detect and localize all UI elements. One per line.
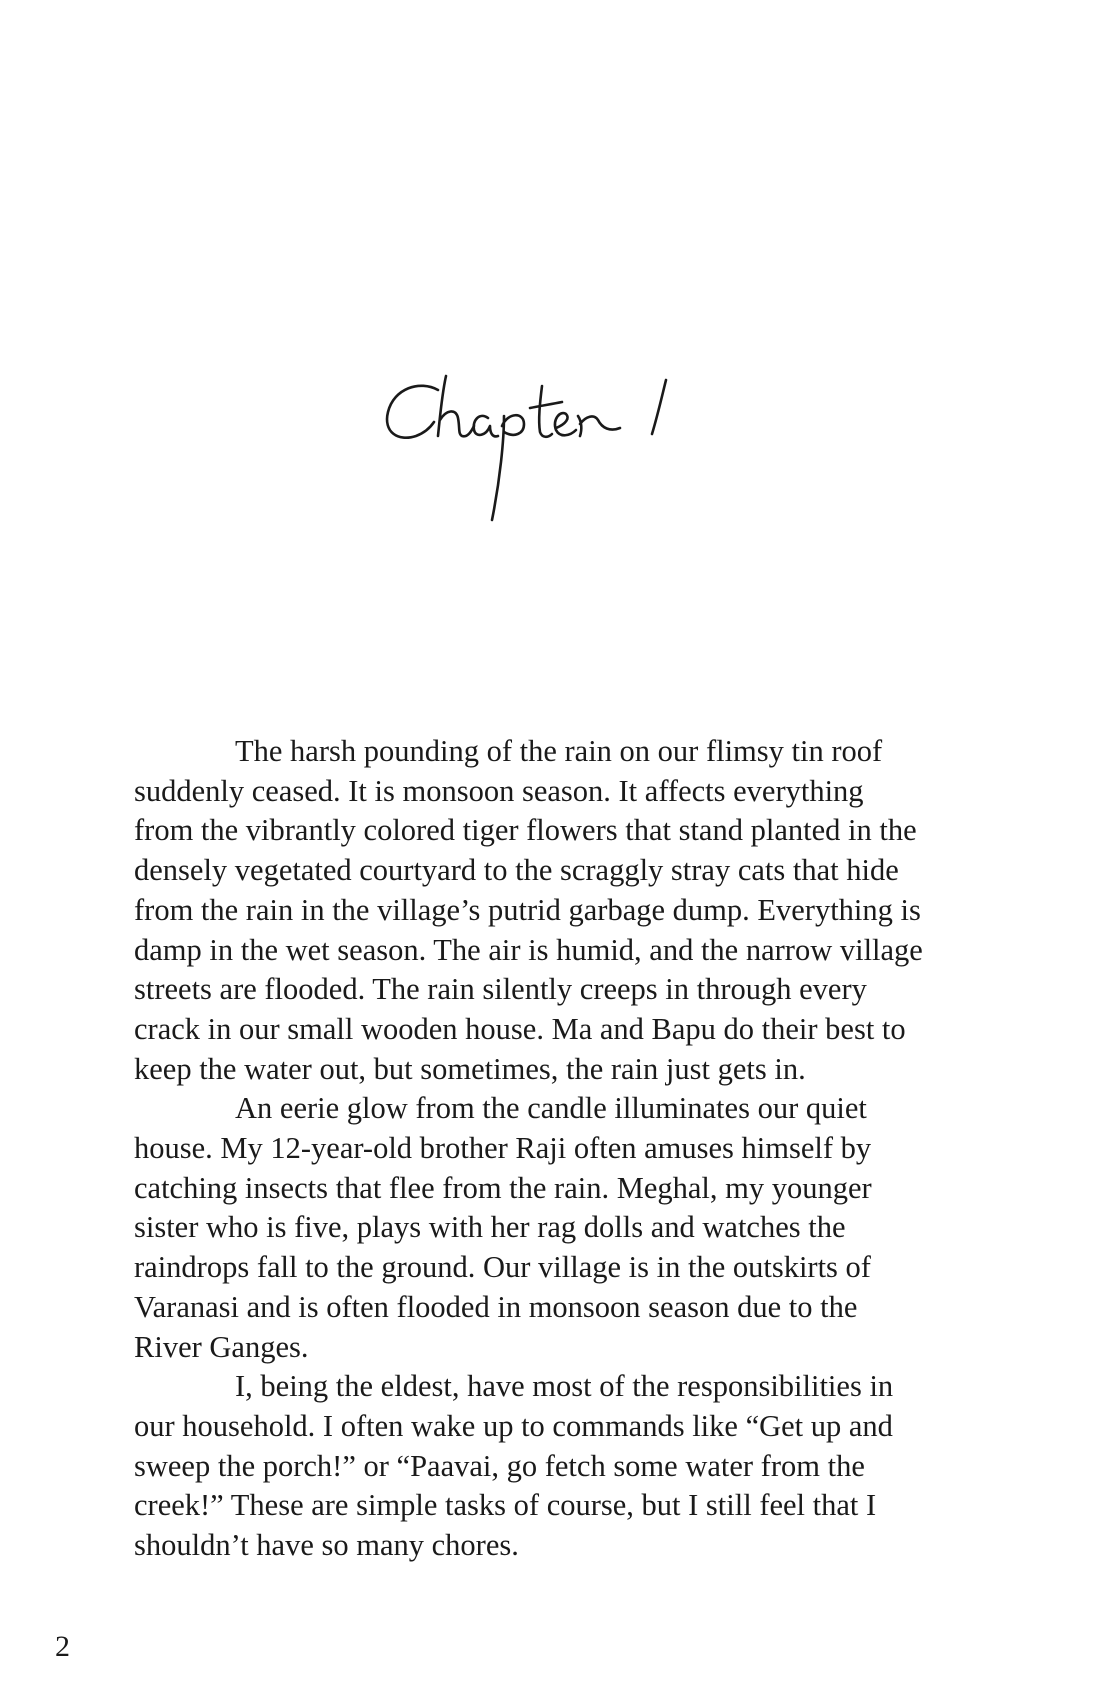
page-number: 2 [55, 1630, 70, 1663]
chapter-body [134, 732, 1000, 1566]
paragraph: An eerie glow from the candle illuminates our quiet house. My 12-year-old brother Raji often amuses himself by catching insects that flee from the rain. Meghal, my younger sister who is five, plays with her rag dolls and watches the raindrops fall to the ground. Our village is in the outskirts of Varanasi and is often flooded in monsoon season due to the River Ganges. [134, 1091, 872, 1364]
paragraph: The harsh pounding of the rain on our flimsy tin roof suddenly ceased. It is monsoon season. It affects everything from the vibrantly colored tiger flowers that stand planted in the densely vegetated courtyard to the scraggly stray cats that hide from the rain in the village’s putrid garbage dump. Everything is damp in the wet season. The air is humid, and the narrow village streets are flooded. The rain silently creeps in through every crack in our small wooden house. Ma and Bapu do their best to keep the water out, but sometimes, the rain just gets in. [134, 734, 923, 1086]
paragraph: I, being the eldest, have most of the responsibilities in our household. I often wake up to commands like “Get up and sweep the porch!” or “Paavai, go fetch some water from the creek!” These are simple tasks of course, but I still feel that I shouldn’t have so many chores. [134, 1369, 894, 1563]
chapter-heading [380, 370, 760, 530]
